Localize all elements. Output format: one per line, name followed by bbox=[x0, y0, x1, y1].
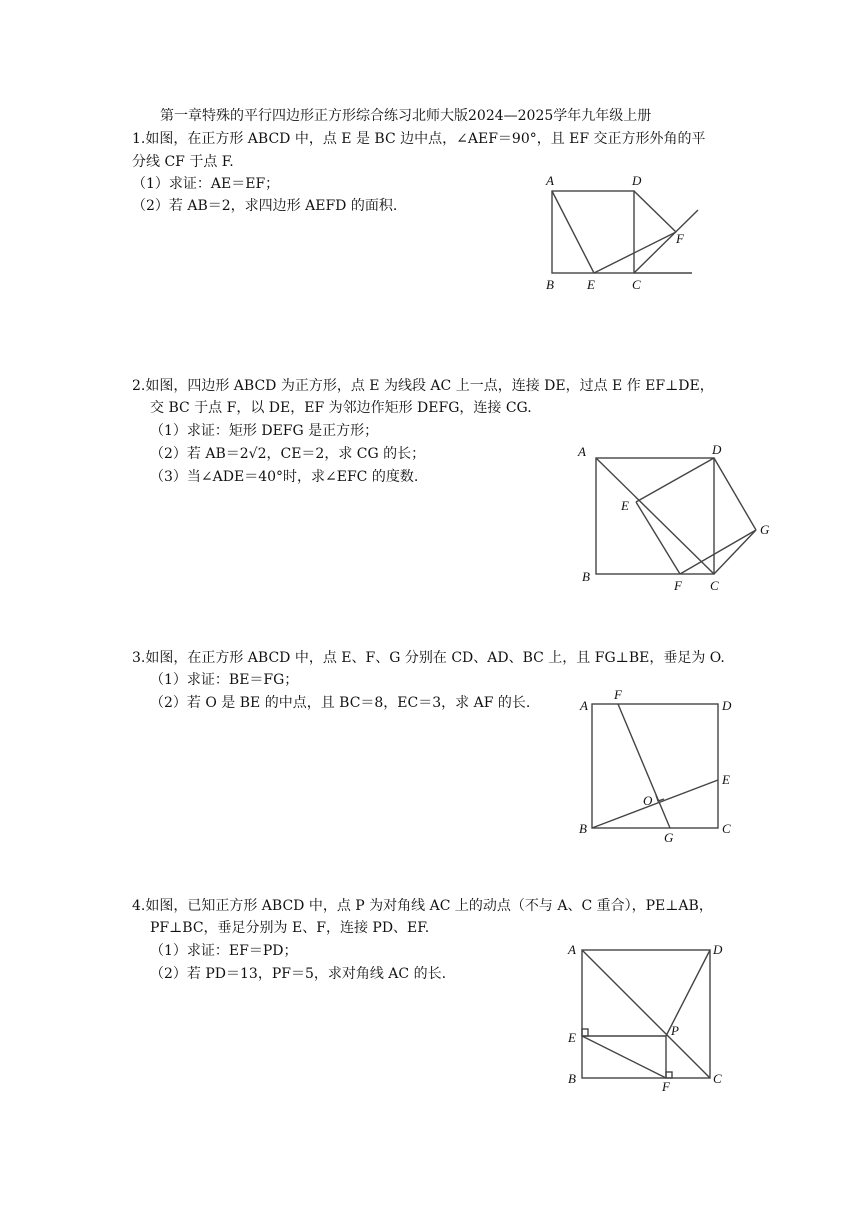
label-e: E bbox=[568, 1030, 576, 1045]
segment-ef bbox=[594, 232, 676, 273]
diagonal-ac bbox=[582, 950, 710, 1078]
right-angle-mark-e bbox=[582, 1029, 588, 1036]
problem-1-part-1: （1）求证：AE＝EF； bbox=[132, 176, 280, 192]
label-b: B bbox=[546, 277, 554, 292]
segment-cg bbox=[714, 530, 756, 574]
segment-fg bbox=[618, 704, 670, 828]
right-angle-mark-f bbox=[666, 1072, 672, 1078]
label-a: A bbox=[546, 173, 554, 188]
label-a: A bbox=[580, 698, 588, 713]
problem-2-line-1: 2.如图，四边形 ABCD 为正方形，点 E 为线段 AC 上一点，连接 DE，过点 E 作 EF⊥DE， bbox=[132, 378, 714, 394]
problem-2-part-3: （3）当∠ADE＝40°时，求∠EFC 的度数. bbox=[150, 469, 419, 485]
label-a: A bbox=[578, 444, 586, 459]
label-c: C bbox=[710, 578, 719, 593]
label-e: E bbox=[621, 498, 629, 513]
square-abcd bbox=[592, 704, 718, 828]
problem-1-part-2: （2）若 AB＝2，求四边形 AEFD 的面积. bbox=[132, 198, 398, 214]
problem-2-line-2: 交 BC 于点 F，以 DE，EF 为邻边作矩形 DEFG，连接 CG. bbox=[150, 400, 532, 416]
label-c: C bbox=[713, 1071, 722, 1086]
square-abcd bbox=[552, 191, 634, 273]
problem-2-figure bbox=[570, 438, 780, 598]
segment-be bbox=[592, 780, 718, 828]
label-f: F bbox=[662, 1079, 670, 1094]
problem-2-part-2: （2）若 AB＝2√2，CE＝2，求 CG 的长； bbox=[150, 446, 426, 462]
label-c: C bbox=[722, 821, 731, 836]
problem-4-figure bbox=[560, 934, 740, 1096]
document-title: 第一章特殊的平行四边形正方形综合练习北师大版2024—2025学年九年级上册 bbox=[160, 108, 652, 124]
segment-ae bbox=[552, 191, 594, 273]
segment-ef bbox=[636, 502, 680, 574]
problem-1-line-2: 分线 CF 于点 F. bbox=[132, 154, 234, 170]
label-d: D bbox=[713, 942, 723, 957]
problem-2-part-1: （1）求证：矩形 DEFG 是正方形； bbox=[150, 423, 379, 439]
problem-4-line-1: 4.如图，已知正方形 ABCD 中，点 P 为对角线 AC 上的动点（不与 A、C 重合），PE⊥AB， bbox=[132, 898, 713, 914]
label-d: D bbox=[632, 173, 642, 188]
segment-ef bbox=[582, 1036, 666, 1078]
problem-1-figure bbox=[530, 168, 720, 298]
label-g: G bbox=[664, 830, 674, 845]
problem-4-line-2: PF⊥BC，垂足分别为 E、F，连接 PD、EF. bbox=[150, 920, 430, 936]
label-d: D bbox=[712, 442, 722, 457]
problem-4-part-1: （1）求证：EF＝PD； bbox=[150, 943, 298, 959]
segment-dg bbox=[714, 458, 756, 530]
problem-1-line-1: 1.如图，在正方形 ABCD 中，点 E 是 BC 边中点，∠AEF＝90°，且 EF 交正方形外角的平 bbox=[132, 131, 706, 147]
label-b: B bbox=[568, 1071, 576, 1086]
label-e: E bbox=[587, 277, 595, 292]
problem-3-figure bbox=[570, 686, 740, 848]
label-o: O bbox=[643, 793, 653, 808]
label-e: E bbox=[722, 772, 730, 787]
label-c: C bbox=[632, 277, 641, 292]
segment-df bbox=[634, 191, 676, 232]
label-a: A bbox=[568, 942, 576, 957]
label-p: P bbox=[671, 1023, 679, 1038]
label-b: B bbox=[579, 821, 587, 836]
problem-3-part-2: （2）若 O 是 BE 的中点，且 BC＝8，EC＝3，求 AF 的长. bbox=[150, 695, 531, 711]
problem-3-part-1: （1）求证：BE＝FG； bbox=[150, 672, 299, 688]
label-f: F bbox=[676, 231, 684, 246]
bisector-cf bbox=[634, 210, 698, 273]
label-b: B bbox=[582, 569, 590, 584]
label-f: F bbox=[674, 578, 682, 593]
problem-3-line-1: 3.如图，在正方形 ABCD 中，点 E、F、G 分别在 CD、AD、BC 上，且 FG⊥BE，垂足为 O. bbox=[132, 650, 725, 666]
label-d: D bbox=[722, 698, 732, 713]
problem-4-part-2: （2）若 PD＝13，PF＝5，求对角线 AC 的长. bbox=[150, 966, 447, 982]
segment-de bbox=[636, 458, 714, 502]
label-f: F bbox=[614, 687, 622, 702]
diagonal-ac bbox=[596, 458, 714, 574]
label-g: G bbox=[760, 522, 770, 537]
